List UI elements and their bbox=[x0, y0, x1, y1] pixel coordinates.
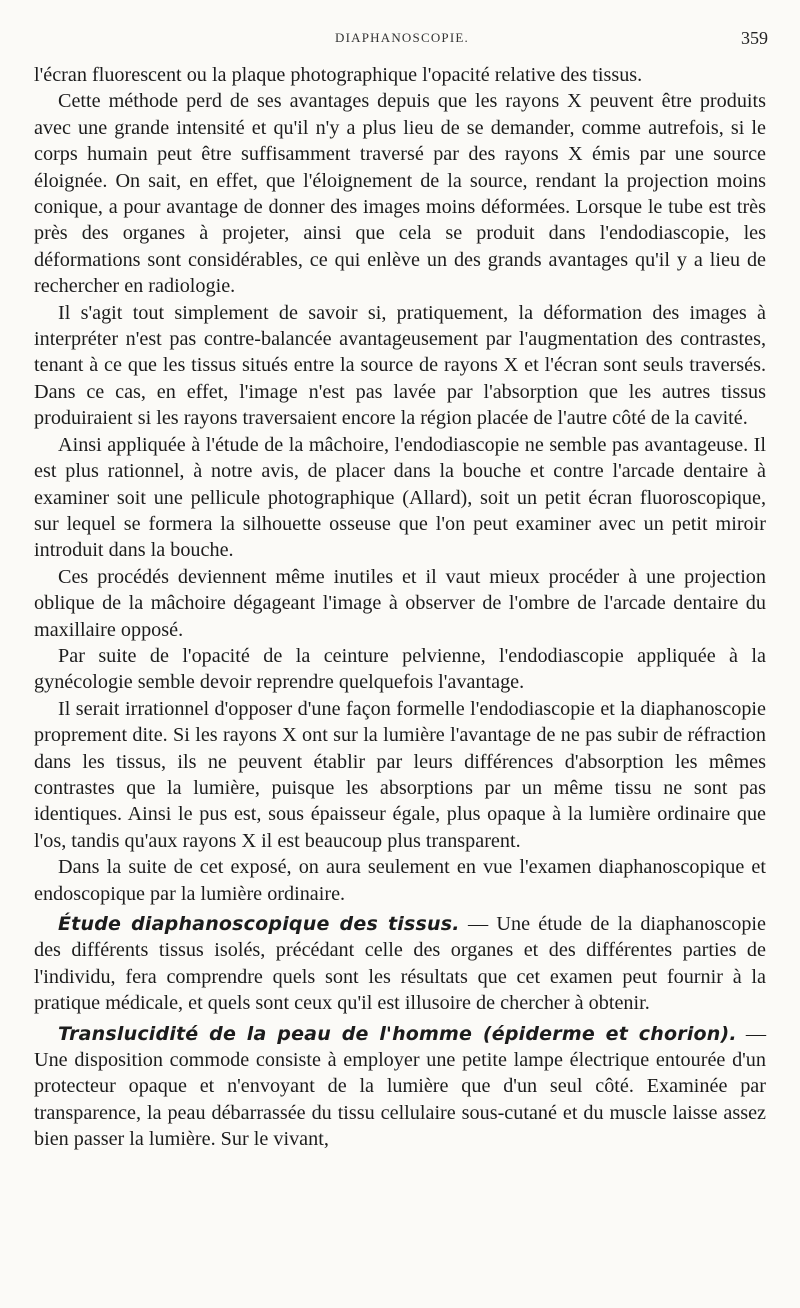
page-number: 359 bbox=[741, 28, 768, 48]
section-heading: Translucidité de la peau de l'homme (épiderme et chorion). bbox=[58, 1022, 737, 1045]
paragraph: Dans la suite de cet exposé, on aura seulement en vue l'examen diaphanoscopique et endoscopique par la lumière ordinaire. bbox=[34, 856, 766, 905]
section-body: — Une disposition commode consiste à employer une petite lampe électrique entourée d'un protecteur opaque et n'envoyant de la lumière que d'un seul côté. Examinée par transparence, la peau débarrassée du tissu cellulaire sous-cutané et du muscle laisse assez bien passer la lumière. Sur le vivant, bbox=[34, 1022, 767, 1151]
paragraph: Il serait irrationnel d'opposer d'une façon formelle l'endodiascopie et la diaphanoscopie proprement dite. Si les rayons X ont sur la lumière l'avantage de ne pas subir de réfraction dans les tissus, ils ne peuvent établir par leurs différences d'absorption les mêmes contrastes que la lumière, puisque les absorptions par un même tissu ne sont pas identiques. Ainsi le pus est, sous épaisseur égale, plus opaque à la lumière ordinaire que l'os, tandis qu'aux rayons X il est beaucoup plus transparent. bbox=[34, 697, 766, 852]
section-body: — Une étude de la diaphanoscopie des différents tissus isolés, précédant celle des organes et des différentes parties de l'individu, fera comprendre quels sont les résultats que cet examen peut fournir à la pratique médicale, et quels sont ceux qu'il est illusoire de chercher à obtenir. bbox=[34, 913, 767, 1015]
paragraph: Ainsi appliquée à l'étude de la mâchoire, l'endodiascopie ne semble pas avantageuse. Il est plus rationnel, à notre avis, de placer dans la bouche et contre l'arcade dentaire à examiner soit une pellicule photographique (Allard), soit un petit écran fluoroscopique, sur lequel se formera la silhouette osseuse que l'on peut examiner avec un petit miroir introduit dans la bouche. bbox=[34, 433, 766, 562]
body-text bbox=[34, 62, 766, 1153]
section-translucidite bbox=[34, 1021, 766, 1153]
section-heading: Étude diaphanoscopique des tissus. bbox=[58, 913, 460, 935]
paragraph-continuation: l'écran fluorescent ou la plaque photographique l'opacité relative des tissus. bbox=[34, 64, 643, 86]
running-header bbox=[36, 28, 768, 52]
paragraph: Ces procédés deviennent même inutiles et il vaut mieux procéder à une projection oblique de la mâchoire dégageant l'image à observer de l'ombre de l'arcade dentaire du maxillaire opposé. bbox=[34, 565, 766, 641]
paragraph: Par suite de l'opacité de la ceinture pelvienne, l'endodiascopie appliquée à la gynécologie semble devoir reprendre quelquefois l'avantage. bbox=[34, 644, 766, 694]
paragraph: Cette méthode perd de ses avantages depuis que les rayons X peuvent être produits avec une grande intensité et qu'il n'y a plus lieu de se demander, comme autrefois, si le corps humain peut être suffisamment traversé par des rayons X émis par une source éloignée. On sait, en effet, que l'éloignement de la source, rendant la projection moins conique, a pour avantage de donner des images moins déformées. Lorsque le tube est très près des organes à projeter, ainsi que cela se produit dans l'endodiascopie, les déformations sont considérables, ce qui enlève un des grands avantages qu'il y a lieu de rechercher en radiologie. bbox=[34, 90, 766, 298]
section-etude bbox=[34, 911, 766, 1017]
running-title: DIAPHANOSCOPIE. bbox=[335, 30, 469, 45]
paragraph: Il s'agit tout simplement de savoir si, pratiquement, la déformation des images à interpréter n'est pas contre-balancée avantageusement par l'augmentation des contrastes, tenant à ce que les tissus situés entre la source de rayons X et l'écran sont seuls traversés. Dans ce cas, en effet, l'image n'est pas lavée par l'absorption que les autres tissus produiraient si les rayons traversaient encore la région placée de l'autre côté de la cavité. bbox=[34, 301, 766, 430]
